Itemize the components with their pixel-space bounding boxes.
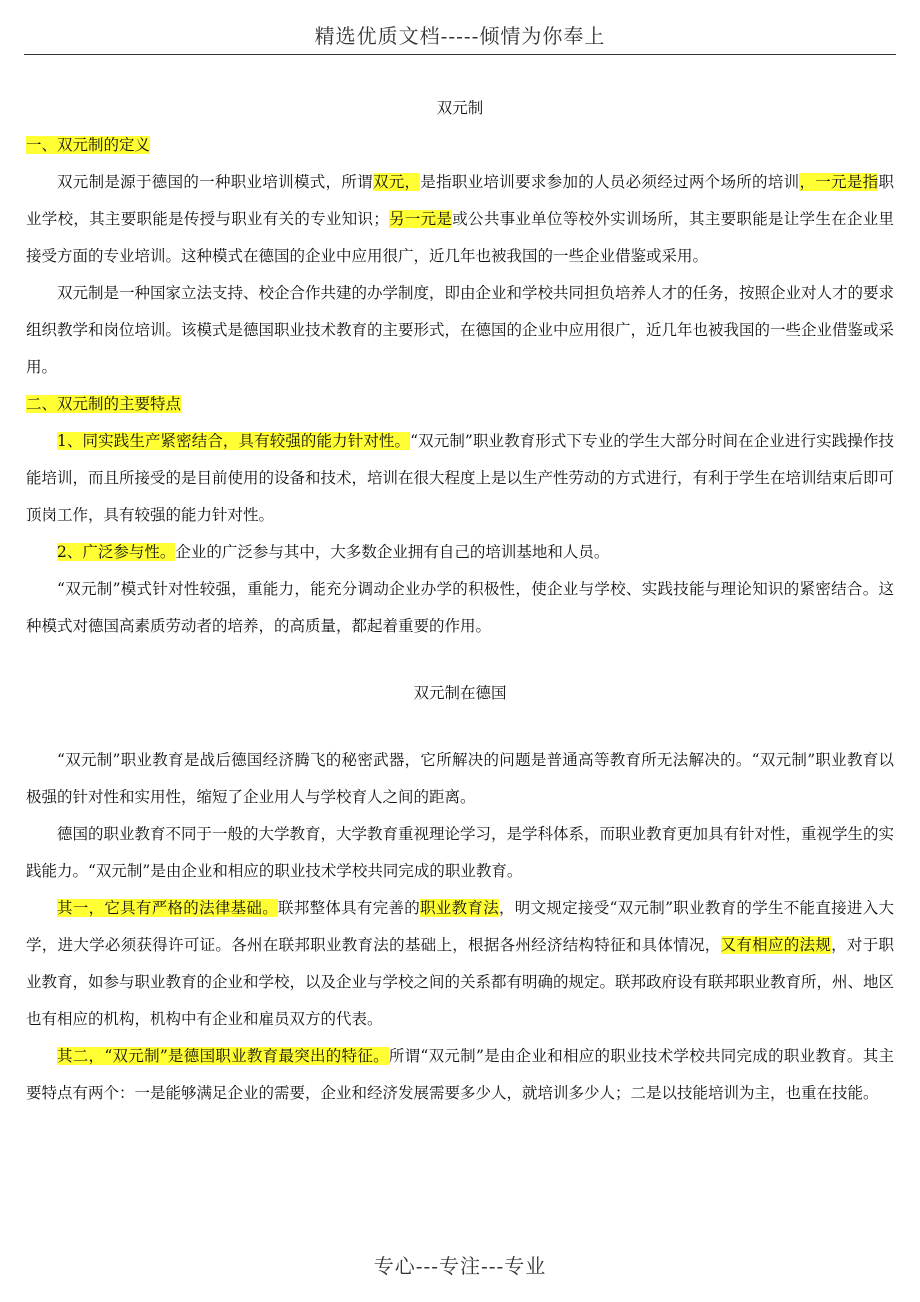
paragraph-summary: “双元制”模式针对性较强，重能力，能充分调动企业办学的积极性，使企业与学校、实践技能与理论知识的紧密结合。这种模式对德国高素质劳动者的培养，的高质量，都起着重要的作用。: [26, 580, 894, 635]
section-heading-text: 二、双元制的主要特点: [26, 395, 182, 413]
text-run: 或公共事业单位等校外实训场所，其主要职能是让学生在企业里接受方面的专业培训。这种模式在德国的企业中应用很广，近几年也被我国的一些企业借鉴或采用。: [26, 210, 894, 265]
highlight-run: 双元，: [372, 173, 421, 191]
section-heading-features: [26, 386, 894, 423]
page-header: 精选优质文档-----倾情为你奉上: [314, 24, 606, 48]
paragraph-feature-2: [26, 534, 894, 571]
doc-subtitle: 双元制在德国: [413, 684, 507, 702]
highlight-run: ，一元是指: [799, 173, 879, 191]
highlight-run: 另一元是: [388, 210, 453, 228]
section-heading-text: 一、双元制的定义: [26, 136, 151, 154]
paragraph-legal-basis: [26, 890, 894, 1038]
text-run: “双元制”职业教育形式下专业的学生大部分时间在企业进行实践操作技能培训，而且所接受的是目前使用的设备和技术，培训在很大程度上是以生产性劳动的方式进行，有利于学生在培训结束后即可顶岗工作，具有较强的能力针对性。: [26, 432, 895, 524]
paragraph-system: 双元制是一种国家立法支持、校企合作共建的办学制度，即由企业和学校共同担负培养人才的任务，按照企业对人才的要求组织教学和岗位培训。该模式是德国职业技术教育的主要形式，在德国的企业中应用很广，近几年也被我国的一些企业借鉴或采用。: [26, 284, 895, 376]
highlight-run: 1、同实践生产紧密结合，具有较强的能力针对性。: [57, 432, 411, 450]
text-run: 企业的广泛参与其中，大多数企业拥有自己的培训基地和人员。: [175, 543, 610, 561]
text-run: 所谓“双元制”是由企业和相应的职业技术学校共同完成的职业教育。其主要特点有两个：一是能够满足企业的需要，企业和经济发展需要多少人，就培训多少人；二是以技能培训为主，也重在技能。: [26, 1047, 894, 1102]
text-run: 双元制是源于德国的一种职业培训模式，所谓: [57, 173, 373, 191]
highlight-run: 其二，“双元制”是德国职业教育最突出的特征。: [57, 1047, 389, 1065]
highlight-run: 职业教育法: [420, 899, 500, 917]
text-run: 职业学校，其主要职能是传授与职业有关的专业知识；: [26, 173, 894, 228]
paragraph-definition: [26, 164, 894, 275]
page-footer: 专心---专注---专业: [373, 1254, 547, 1278]
paragraph-dual-feature: [26, 1038, 894, 1112]
paragraph-germany-compare: 德国的职业教育不同于一般的大学教育，大学教育重视理论学习，是学科体系，而职业教育更加具有针对性，重视学生的实践能力。“双元制”是由企业和相应的职业技术学校共同完成的职业教育。: [26, 825, 895, 880]
paragraph-germany-intro: “双元制”职业教育是战后德国经济腾飞的秘密武器，它所解决的问题是普通高等教育所无法解决的。“双元制”职业教育以极强的针对性和实用性，缩短了企业用人与学校育人之间的距离。: [26, 751, 894, 806]
text-run: 是指职业培训要求参加的人员必须经过两个场所的培训: [420, 173, 800, 191]
section-heading-definition: [26, 127, 894, 164]
header-rule: [24, 54, 896, 55]
highlight-run: 又有相应的法规: [720, 936, 832, 954]
paragraph-feature-1: [26, 423, 894, 534]
text-run: ，明文规定接受“双元制”职业教育的学生不能直接进入大学，进大学必须获得许可证。各州在联邦职业教育法的基础上，根据各州经济结构特征和具体情况，: [26, 899, 894, 954]
highlight-run: 其一，它具有严格的法律基础。: [57, 899, 278, 917]
document-body: [26, 90, 894, 1112]
doc-title: 双元制: [436, 99, 484, 117]
text-run: ，对于职业教育，如参与职业教育的企业和学校，以及企业与学校之间的关系都有明确的规定。联邦政府设有联邦职业教育所，州、地区也有相应的机构，机构中有企业和雇员双方的代表。: [26, 936, 895, 1028]
text-run: 联邦整体具有完善的: [278, 899, 421, 917]
highlight-run: 2、广泛参与性。: [57, 543, 176, 561]
